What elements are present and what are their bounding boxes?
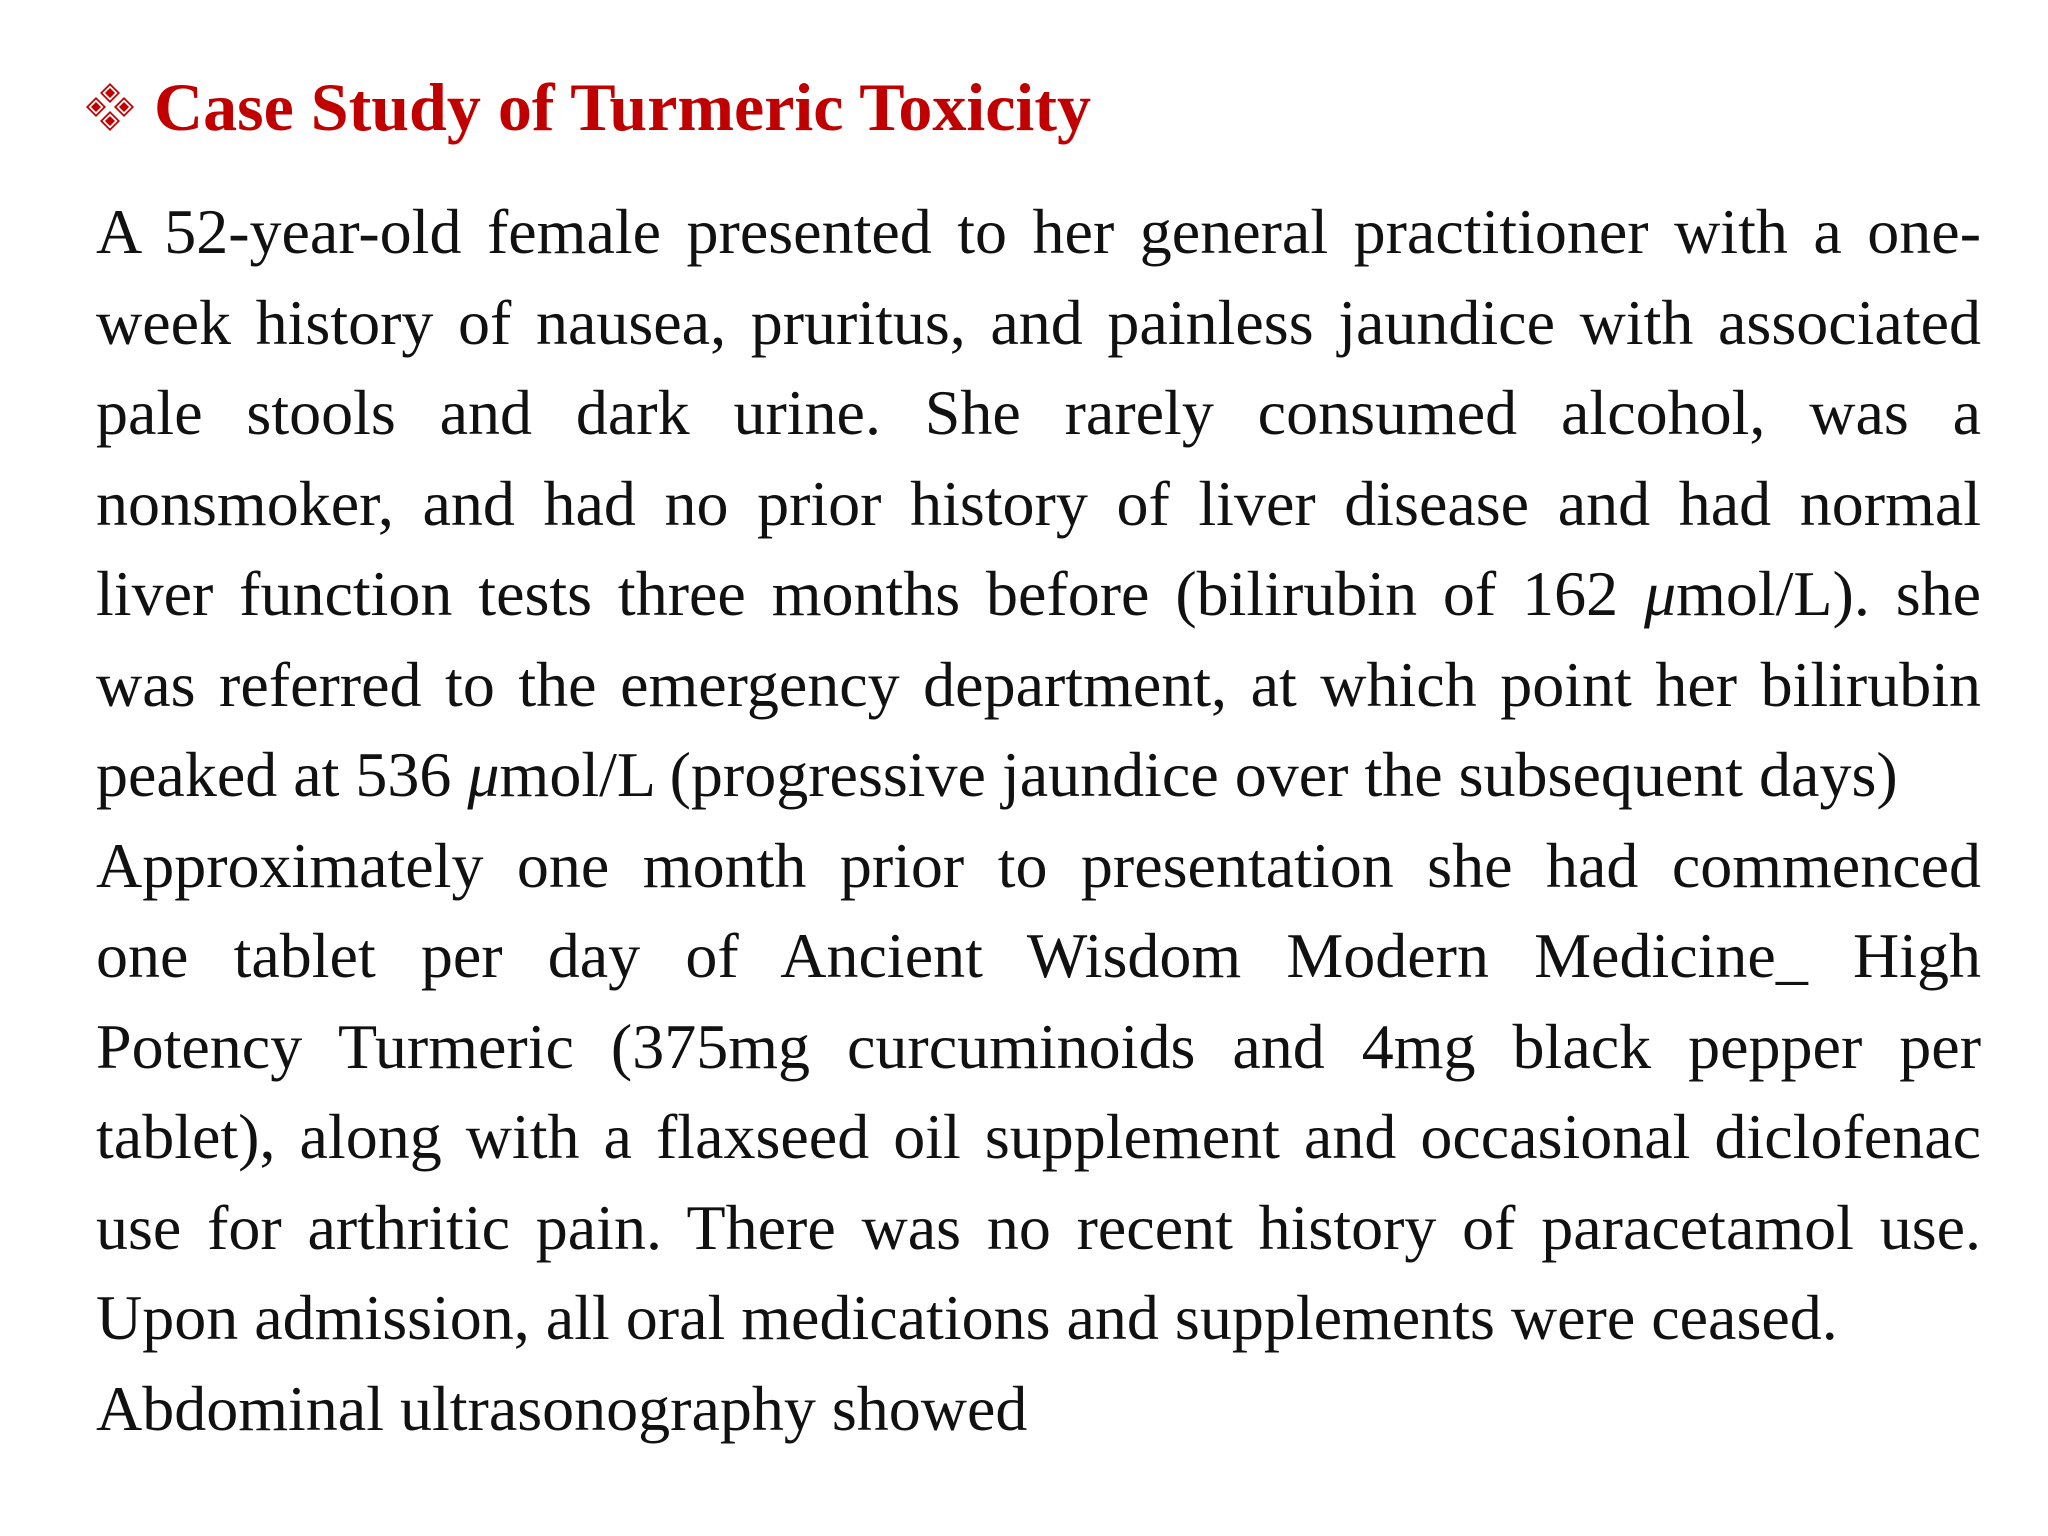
slide-heading <box>82 62 1091 152</box>
text-line: week history of nausea, pruritus, and painless jaundice with associated <box>96 286 1981 358</box>
text-line: nonsmoker, and had no prior history of liver disease and had normal <box>96 467 1981 539</box>
micro-symbol: μ <box>467 739 500 810</box>
text-line: one tablet per day of Ancient Wisdom Modern Medicine_ High <box>96 920 1981 991</box>
text-line: use for arthritic pain. There was no recent history of paracetamol use. <box>96 1191 1981 1263</box>
text-line: Potency Turmeric (375mg curcuminoids and 4mg black pepper per <box>96 1010 1981 1082</box>
text-line: was referred to the emergency department, at which point her bilirubin <box>96 648 1981 720</box>
text-line: liver function tests three months before (bilirubin of 162 μmol/L). she <box>96 558 1981 629</box>
slide-title: Case Study of Turmeric Toxicity <box>154 69 1091 145</box>
diamond-cluster-icon <box>82 79 138 135</box>
text-line: Abdominal ultrasonography showed <box>96 1372 1028 1444</box>
text-line: peaked at 536 μmol/L (progressive jaundice over the subsequent days) <box>96 739 1898 810</box>
text-line: tablet), along with a flaxseed oil supplement and occasional diclofenac <box>96 1101 1981 1172</box>
text-line: Approximately one month prior to presentation she had commenced <box>96 829 1981 901</box>
case-description <box>96 187 1981 1454</box>
micro-symbol: μ <box>1643 558 1677 629</box>
text-line: pale stools and dark urine. She rarely consumed alcohol, was a <box>96 377 1981 448</box>
text-line: Upon admission, all oral medications and supplements were ceased. <box>96 1282 1838 1353</box>
text-line: A 52-year-old female presented to her general practitioner with a one- <box>96 196 1981 267</box>
